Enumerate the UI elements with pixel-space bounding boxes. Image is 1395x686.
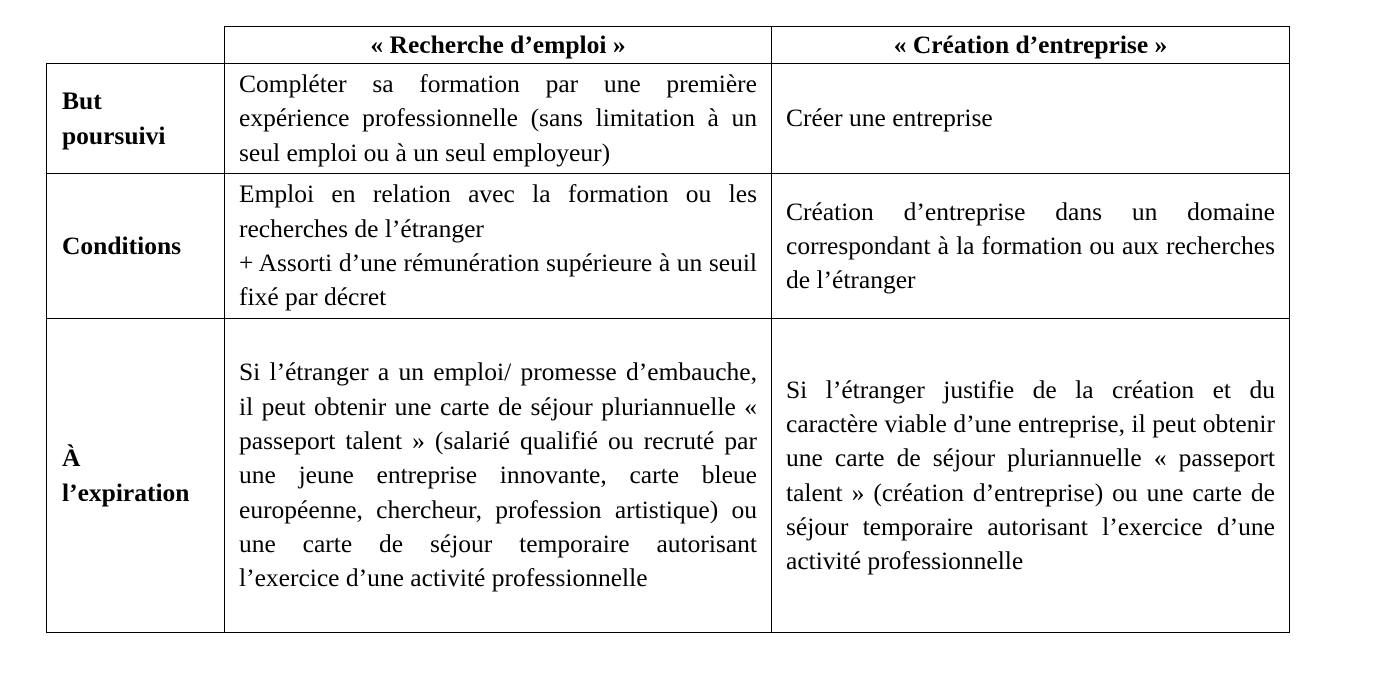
cell-conditions-recherche: [225, 174, 772, 319]
row-header-line: But: [62, 86, 102, 116]
table-row-expiration: [47, 319, 1290, 633]
header-row: [47, 27, 1290, 64]
row-header-expiration: [47, 319, 225, 633]
row-header-but-poursuivi: [47, 64, 225, 174]
row-header-line: poursuivi: [62, 120, 166, 150]
table-row-but-poursuivi: [47, 64, 1290, 174]
table-row-conditions: [47, 174, 1290, 319]
row-header-line: l’expiration: [62, 477, 190, 507]
corner-cell: [47, 27, 225, 64]
column-header-recherche: « Recherche d’emploi »: [225, 27, 772, 64]
cell-expiration-recherche: Si l’étranger a un emploi/ promesse d’embauche, il peut obtenir une carte de séjour pluriannuelle « passeport talent » (salarié qualifié ou recruté par une jeune entreprise innovante, carte bleue européenne, chercheur, profession artistique) ou une carte de séjour temporaire autorisant l’exercice d’une activité professionnelle: [225, 319, 772, 633]
cell-paragraph: Emploi en relation avec la formation ou les recherches de l’étranger: [239, 179, 757, 243]
cell-expiration-creation: Si l’étranger justifie de la création et du caractère viable d’une entreprise, il peut obtenir une carte de séjour pluriannuelle « passeport talent » (création d’entreprise) ou une carte de séjour temporaire autorisant l’exercice d’une activité professionnelle: [772, 319, 1290, 633]
cell-paragraph: + Assorti d’une rémunération supérieure à un seuil fixé par décret: [239, 248, 757, 312]
cell-but-recherche: Compléter sa formation par une première expérience professionnelle (sans limitation à un seul emploi ou à un seul employeur): [225, 64, 772, 174]
cell-but-creation: Créer une entreprise: [772, 64, 1290, 174]
row-header-conditions: Conditions: [47, 174, 225, 319]
row-header-line: À: [62, 443, 81, 473]
comparison-table: [46, 26, 1290, 633]
column-header-creation: « Création d’entreprise »: [772, 27, 1290, 64]
cell-conditions-creation: Création d’entreprise dans un domaine correspondant à la formation ou aux recherches de l’étranger: [772, 174, 1290, 319]
